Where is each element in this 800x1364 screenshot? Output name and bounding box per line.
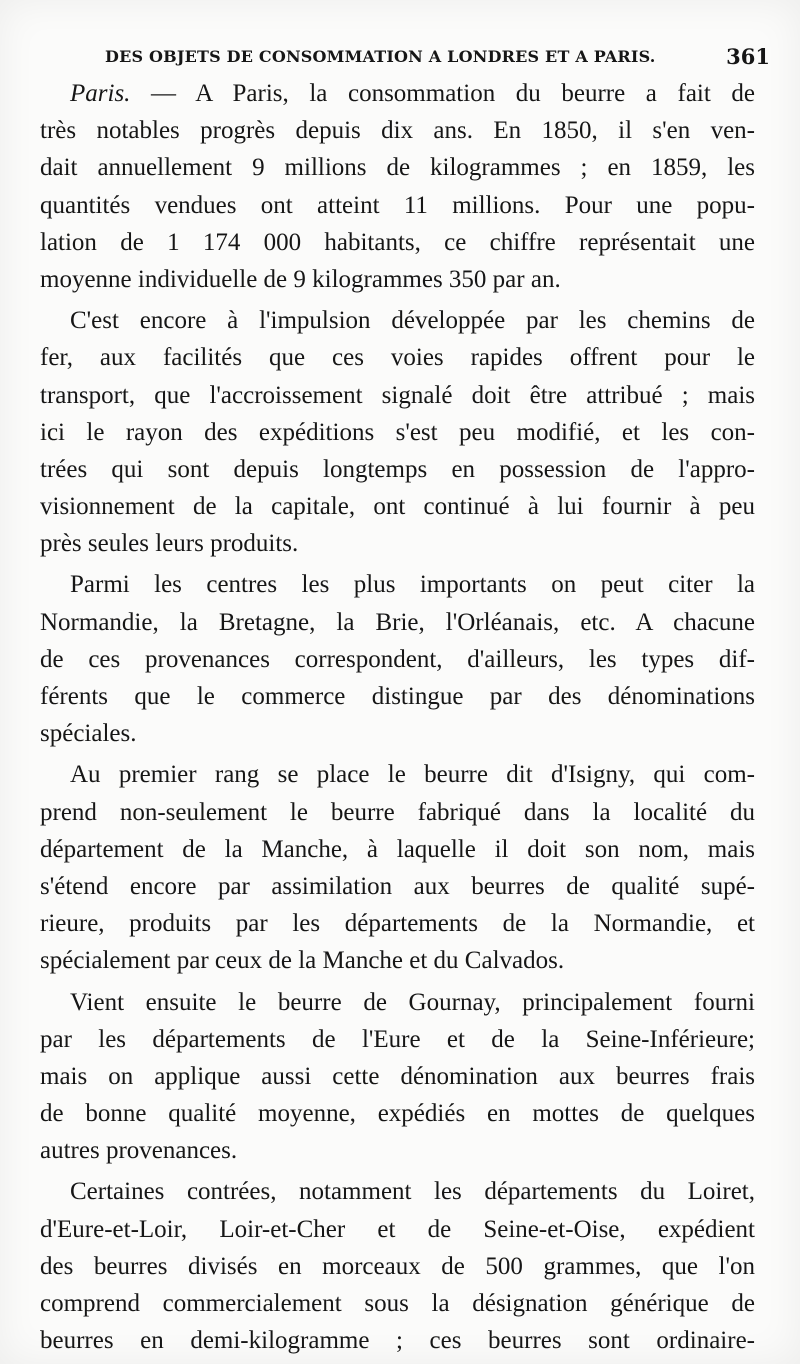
paragraph-gournay <box>40 984 755 1170</box>
text-line: près seules leurs produits. <box>40 530 299 558</box>
text-line: trées qui sont depuis longtemps en possession de l'appro- <box>40 455 755 483</box>
text-line: beurres en demi-kilogramme ; ces beurres sont ordinaire- <box>40 1327 755 1355</box>
text-line: Vient ensuite le beurre de Gournay, principalement fourni <box>70 988 755 1016</box>
text-line: prend non-seulement le beurre fabriqué dans la localité du <box>40 798 755 826</box>
text-line: lation de 1 174 000 habitants, ce chiffre représentait une <box>40 228 755 256</box>
text-line: Certaines contrées, notamment les départements du Loiret, <box>70 1178 755 1206</box>
text-line: visionnement de la capitale, ont continué à lui fournir à peu <box>40 493 755 521</box>
paragraph-centres <box>40 566 755 752</box>
text-line <box>40 75 755 112</box>
text-line: spécialement par ceux de la Manche et du Calvados. <box>40 947 565 975</box>
text-line: fer, aux facilités que ces voies rapides offrent pour le <box>40 344 755 372</box>
paragraph-isigny <box>40 756 755 979</box>
text-line: quantités vendues ont atteint 11 millions. Pour une popu- <box>40 191 755 219</box>
body-text <box>40 75 755 1359</box>
text-line: rieure, produits par les départements de la Normandie, et <box>40 910 755 938</box>
text-line: ici le rayon des expéditions s'est peu modifié, et les con- <box>40 418 755 446</box>
text-line: département de la Manche, à laquelle il doit son nom, mais <box>40 835 755 863</box>
text-line: Au premier rang se place le beurre dit d'Isigny, qui com- <box>70 761 755 789</box>
text-line: dait annuellement 9 millions de kilogrammes ; en 1859, les <box>40 154 755 182</box>
text-line-content: — A Paris, la consommation du beurre a fait de <box>130 80 755 107</box>
running-title: DES OBJETS DE CONSOMMATION A LONDRES ET A PARIS. <box>105 47 656 66</box>
text-line: par les départements de l'Eure et de la Seine-Inférieure; <box>40 1025 755 1053</box>
text-line: férents que le commerce distingue par des dénominations <box>40 683 755 710</box>
running-head <box>105 44 770 74</box>
text-line: de ces provenances correspondent, d'ailleurs, les types dif- <box>40 645 755 673</box>
text-line: comprend commercialement sous la désignation générique de <box>40 1290 755 1317</box>
paragraph-chemins-de-fer <box>40 302 755 562</box>
text-line: transport, que l'accroissement signalé doit être attribué ; mais <box>40 381 755 409</box>
paragraph-lead: Paris. <box>70 80 131 107</box>
text-line: très notables progrès depuis dix ans. En 1850, il s'en ven- <box>40 117 755 145</box>
text-line: spéciales. <box>40 720 137 748</box>
text-line: Normandie, la Bretagne, la Brie, l'Orléanais, etc. A chacune <box>40 608 755 636</box>
text-line: de bonne qualité moyenne, expédiés en mottes de quelques <box>40 1100 755 1128</box>
text-line: moyenne individuelle de 9 kilogrammes 350 par an. <box>40 265 561 293</box>
page-number: 361 <box>726 44 770 69</box>
text-line: Parmi les centres les plus importants on peut citer la <box>70 571 755 599</box>
text-line: C'est encore à l'impulsion développée par les chemins de <box>70 307 755 335</box>
paragraph-demi-kilogramme <box>40 1173 755 1359</box>
text-line: mais on applique aussi cette dénomination aux beurres frais <box>40 1062 755 1090</box>
text-line: autres provenances. <box>40 1137 238 1165</box>
text-line: d'Eure-et-Loir, Loir-et-Cher et de Seine-et-Oise, expédient <box>40 1215 755 1243</box>
paragraph-paris <box>40 75 755 298</box>
text-line: des beurres divisés en morceaux de 500 grammes, que l'on <box>40 1252 755 1280</box>
text-line: s'étend encore par assimilation aux beurres de qualité supé- <box>40 872 755 900</box>
